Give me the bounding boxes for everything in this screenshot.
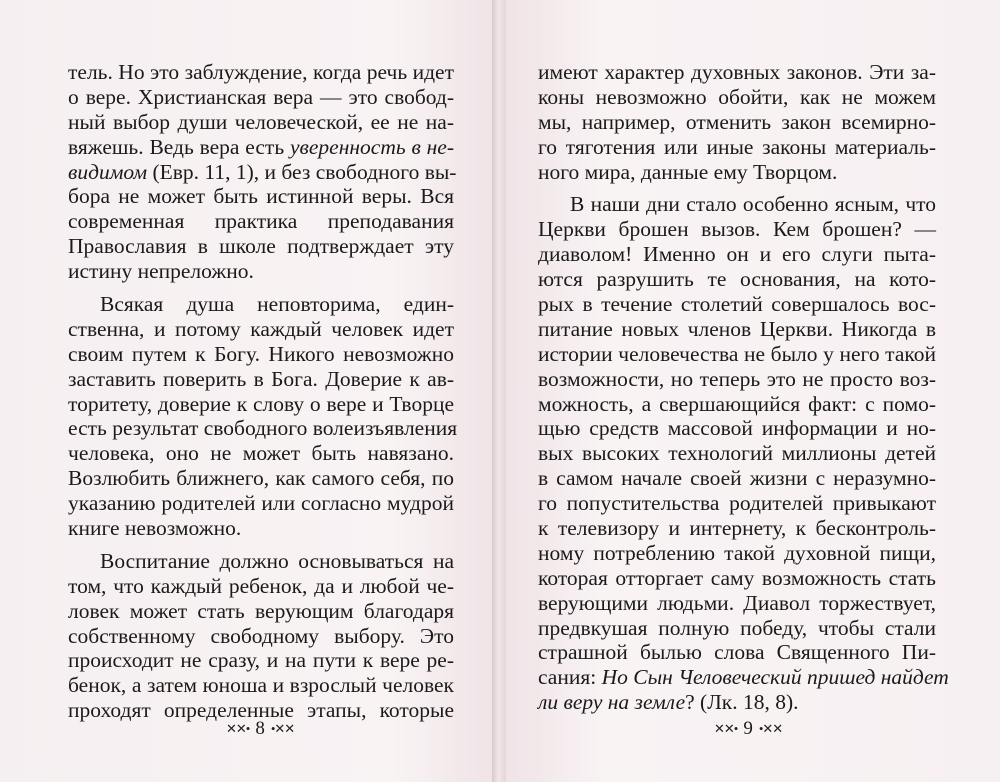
italic-quote: Но Сын Человеческий пришед найдет [601, 665, 949, 690]
text-line: современная практика преподавания [68, 209, 454, 234]
text-line: заставить поверить в Бога. Доверие к ав- [68, 366, 454, 391]
text-line: ного мира, данные ему Творцом. [538, 159, 838, 184]
text-line [68, 135, 454, 160]
ornament-left-icon: ✕✕• [226, 721, 250, 736]
text-line: ственна, и потому каждый человек идет [68, 316, 454, 341]
text-line: щью средств массовой информации и но- [538, 416, 936, 441]
text-segment: сания: [538, 665, 602, 690]
text-line: верующими людьми. Диавол торжествует, [538, 590, 936, 615]
left-page-text [68, 60, 458, 723]
text-line: истину непреложно. [68, 259, 254, 284]
text-line: вых высоких технологий миллионы детей [538, 441, 936, 466]
text-line: о вере. Христианская вера — это свобод- [68, 84, 454, 109]
scripture-reference: ? (Лк. 18, 8). [685, 690, 799, 715]
page-number: 9 [743, 718, 753, 739]
text-line [538, 665, 949, 690]
text-line: страшной былью слова Священного Пи- [538, 640, 936, 665]
text-line: можность, а свершающийся факт: с помо- [538, 391, 936, 416]
text-line: которая отторгает саму возможность стать [538, 565, 936, 590]
italic-quote: ли веру на земле [538, 690, 686, 715]
text-line: Православия в школе подтверждает эту [68, 234, 454, 259]
text-line: ловек может стать верующим благодаря [68, 598, 454, 623]
page-number: 8 [255, 718, 265, 739]
text-line: Всякая душа неповторима, един- [100, 292, 454, 317]
text-line: есть результат свободного волеизъявления [68, 416, 458, 441]
text-line: коны невозможно обойти, как не можем [538, 84, 936, 109]
text-line: происходит не сразу, и на пути к вере ре- [68, 648, 454, 673]
text-line: предвкушая полную победу, чтобы стали [538, 615, 936, 640]
right-page-text [538, 60, 949, 715]
text-line: том, что каждый ребенок, да и любой че- [68, 573, 454, 598]
text-line: го попустительства родителей привыкают [538, 491, 936, 516]
text-line: своим путем к Богу. Никого невозможно [68, 341, 454, 366]
text-line: указанию родителей или согласно мудрой [68, 491, 454, 516]
text-line: Возлюбить ближнего, как самого себя, по [68, 466, 454, 491]
text-line: к телевизору и интернету, к бесконтроль- [538, 516, 936, 541]
italic-phrase: уверенность в не- [289, 134, 454, 159]
right-page [506, 0, 1000, 782]
text-line: человека, оно не может быть навязано. [68, 441, 454, 466]
text-line: собственному свободному выбору. Это [68, 623, 454, 648]
text-line: торитету, доверие к слову о вере и Творце [68, 391, 454, 416]
text-line: имеют характер духовных законов. Эти за- [538, 60, 936, 84]
text-line: питание новых членов Церкви. Никогда в [538, 316, 936, 341]
text-line: мы, например, отменить закон всемирно- [538, 109, 936, 134]
page-number-footer [714, 718, 782, 740]
text-line: рых в течение столетий совершалось вос- [538, 292, 936, 317]
ornament-right-icon: •✕✕ [270, 721, 295, 736]
book-gutter [492, 0, 506, 782]
text-line: возможности, но теперь это не просто воз- [538, 366, 936, 391]
text-line: ный выбор души человеческой, ее не на- [68, 109, 454, 134]
text-line: го тяготения или иные законы материаль- [538, 134, 936, 159]
text-line: бенок, а затем юноша и взрослый человек [68, 673, 454, 698]
text-line: Воспитание должно основываться на [100, 548, 454, 573]
text-segment: (Евр. 11, 1), и без свободного вы- [147, 159, 457, 184]
text-line [538, 690, 936, 715]
text-line: книге невозможно. [68, 516, 242, 541]
ornament-left-icon: ✕✕• [714, 721, 738, 736]
text-line: истории человечества не было у него такой [538, 341, 936, 366]
text-line: В наши дни стало особенно ясным, что [570, 192, 936, 217]
text-line: бора не может быть истинной веры. Вся [68, 184, 454, 209]
paragraph [538, 192, 949, 715]
page-number-footer [226, 718, 294, 740]
text-line [68, 159, 457, 185]
text-line: тель. Но это заблуждение, когда речь идет [68, 60, 454, 84]
left-page [0, 0, 492, 782]
text-line: Церкви брошен вызов. Кем брошен? — [538, 217, 936, 242]
ornament-right-icon: •✕✕ [758, 721, 783, 736]
text-line: ются разрушить те основания, на кото- [538, 267, 936, 292]
paragraph [68, 292, 458, 541]
text-segment: вяжешь. Ведь вера есть [68, 134, 285, 159]
italic-phrase: видимом [68, 159, 148, 184]
paragraph [68, 549, 454, 723]
text-line: проходят определенные этапы, которые [68, 698, 454, 723]
text-line: ному потреблению такой духовной пищи, [538, 540, 936, 565]
text-line: диаволом! Именно он и его слуги пыта- [538, 242, 936, 267]
text-line: в самом начале своей жизни с неразумно- [538, 466, 936, 491]
